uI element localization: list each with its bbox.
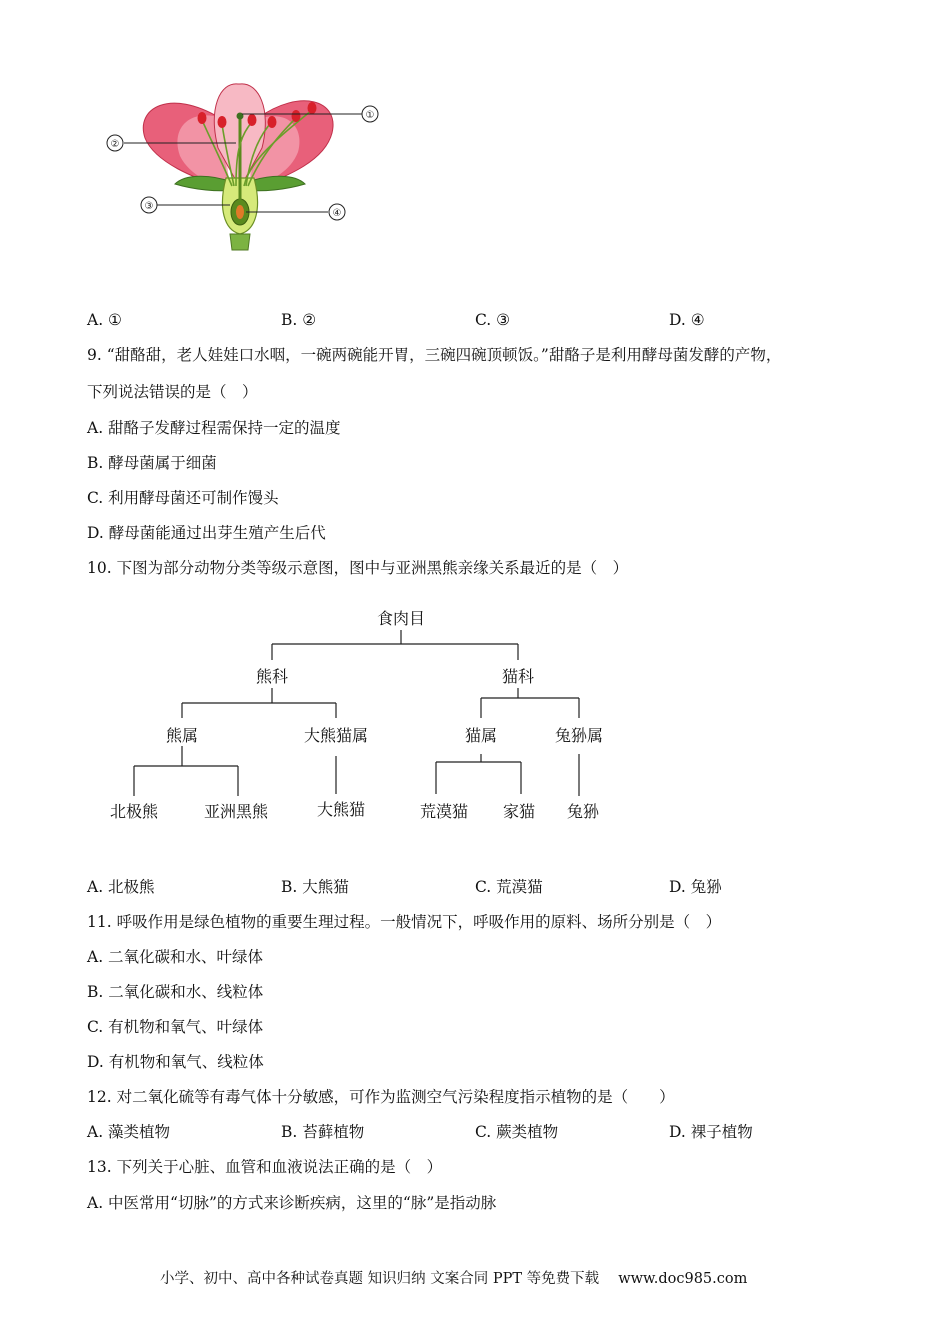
tree-order: 食肉目 <box>376 609 426 628</box>
tree-family-cat: 猫科 <box>501 667 535 686</box>
q12-option-d: D. 裸子植物 <box>669 1123 753 1141</box>
q10-option-c: C. 荒漠猫 <box>475 878 543 896</box>
callout-label-4: ④ <box>332 208 342 219</box>
q12-stem: 12. 对二氧化硫等有毒气体十分敏感，可作为监测空气污染程度指示植物的是（ ） <box>87 1088 675 1106</box>
tree-genus-otocolobus: 兔狲属 <box>554 726 604 745</box>
flower-structure-diagram <box>100 78 390 260</box>
q10-option-d: D. 兔狲 <box>669 878 722 896</box>
callout-label-2: ② <box>110 139 120 150</box>
classification-tree-diagram <box>100 600 620 832</box>
q12-option-c: C. 蕨类植物 <box>475 1123 559 1141</box>
tree-genus-ailuropoda: 大熊猫属 <box>303 726 369 745</box>
q8-option-a: A. ① <box>87 311 122 329</box>
q9-stem-line1: 9. “甜酪甜，老人娃娃口水咽，一碗两碗能开胃，三碗四碗顶顿饭。”甜酪子是利用酵母菌发酵的产物， <box>87 346 782 364</box>
q13-option-a: A. 中医常用“切脉”的方式来诊断疾病，这里的“脉”是指动脉 <box>87 1194 497 1212</box>
tree-species-chinese-mountain-cat: 荒漠猫 <box>419 802 469 821</box>
q10-option-a: A. 北极熊 <box>87 878 155 896</box>
q11-option-a: A. 二氧化碳和水、叶绿体 <box>87 948 264 966</box>
tree-species-polar-bear: 北极熊 <box>109 802 159 821</box>
tree-species-pallas-cat: 兔狲 <box>566 802 600 821</box>
q13-stem: 13. 下列关于心脏、血管和血液说法正确的是（ ） <box>87 1158 443 1176</box>
q8-option-c: C. ③ <box>475 311 511 329</box>
tree-species-domestic-cat: 家猫 <box>502 802 536 821</box>
page-footer: 小学、初中、高中各种试卷真题 知识归纳 文案合同 PPT 等免费下载 www.doc985.com <box>160 1271 748 1287</box>
q11-stem: 11. 呼吸作用是绿色植物的重要生理过程。一般情况下，呼吸作用的原料、场所分别是（ ） <box>87 913 722 931</box>
tree-genus-ursus: 熊属 <box>165 726 199 745</box>
q9-stem-line2: 下列说法错误的是（ ） <box>87 383 258 401</box>
tree-genus-felis: 猫属 <box>464 726 498 745</box>
q10-option-b: B. 大熊猫 <box>281 878 349 896</box>
q12-option-b: B. 苔藓植物 <box>281 1123 365 1141</box>
q9-option-d: D. 酵母菌能通过出芽生殖产生后代 <box>87 524 326 542</box>
tree-species-giant-panda: 大熊猫 <box>316 800 366 819</box>
q8-option-b: B. ② <box>281 311 317 329</box>
tree-family-bear: 熊科 <box>255 667 289 686</box>
callout-label-1: ① <box>365 110 375 121</box>
q11-option-d: D. 有机物和氧气、线粒体 <box>87 1053 264 1071</box>
q11-option-b: B. 二氧化碳和水、线粒体 <box>87 983 264 1001</box>
q9-option-c: C. 利用酵母菌还可制作馒头 <box>87 489 279 507</box>
q8-option-d: D. ④ <box>669 311 705 329</box>
callout-label-3: ③ <box>144 201 154 212</box>
q12-option-a: A. 藻类植物 <box>87 1123 171 1141</box>
tree-species-asian-black-bear: 亚洲黑熊 <box>203 802 269 821</box>
q9-option-b: B. 酵母菌属于细菌 <box>87 454 217 472</box>
q9-option-a: A. 甜酪子发酵过程需保持一定的温度 <box>87 419 341 437</box>
q11-option-c: C. 有机物和氧气、叶绿体 <box>87 1018 264 1036</box>
q10-stem: 10. 下图为部分动物分类等级示意图，图中与亚洲黑熊亲缘关系最近的是（ ） <box>87 559 629 577</box>
